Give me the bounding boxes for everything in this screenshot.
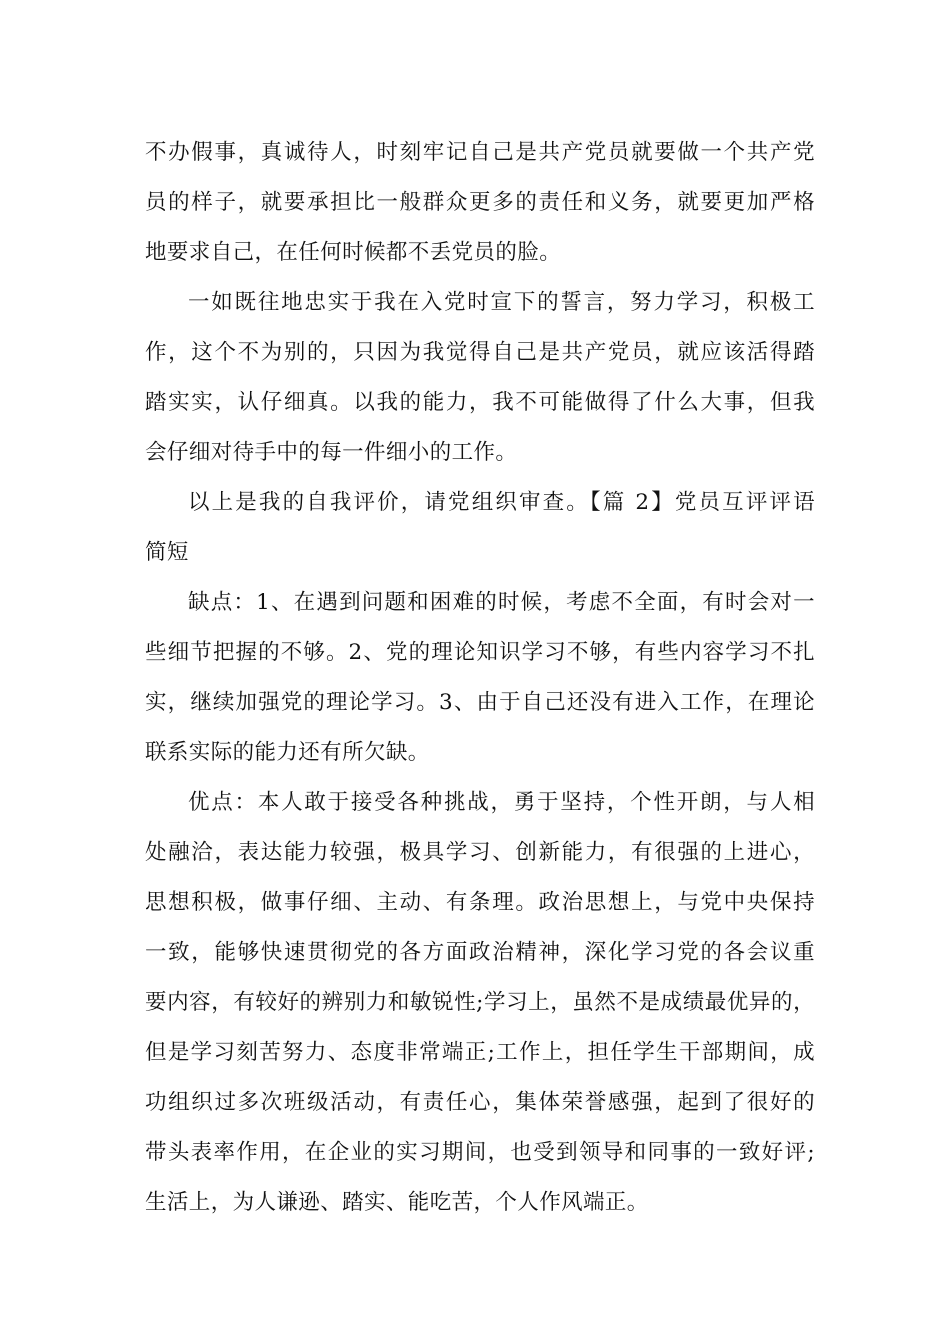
paragraph-first-line: 以上是我的自我评价，请党组织审查。【篇 2】党员互评评语 [188,490,815,515]
text-line: 要内容，有较好的辨别力和敏锐性;学习上，虽然不是成绩最优异的， [145,990,815,1015]
paragraph-first-line: 缺点：1、在遇到问题和困难的时候，考虑不全面，有时会对一 [188,590,815,615]
text-line: 联系实际的能力还有所欠缺。 [145,740,430,765]
paragraph-first-line: 优点：本人敢于接受各种挑战，勇于坚持，个性开朗，与人相 [188,790,815,815]
text-line: 员的样子，就要承担比一般群众更多的责任和义务，就要更加严格 [145,190,815,215]
text-line: 地要求自己，在任何时候都不丢党员的脸。 [145,240,562,265]
text-line: 作，这个不为别的，只因为我觉得自己是共产党员，就应该活得踏 [145,340,815,365]
text-line: 思想积极，做事仔细、主动、有条理。政治思想上，与党中央保持 [145,890,815,915]
text-line: 些细节把握的不够。2、党的理论知识学习不够，有些内容学习不扎 [145,640,815,665]
text-line: 会仔细对待手中的每一件细小的工作。 [145,440,518,465]
text-line: 功组织过多次班级活动，有责任心，集体荣誉感强，起到了很好的 [145,1090,815,1115]
text-line: 不办假事，真诚待人，时刻牢记自己是共产党员就要做一个共产党 [145,140,815,165]
text-line: 生活上，为人谦逊、踏实、能吃苦，个人作风端正。 [145,1190,649,1215]
text-line: 但是学习刻苦努力、态度非常端正;工作上，担任学生干部期间，成 [145,1040,815,1065]
paragraph-first-line: 一如既往地忠实于我在入党时宣下的誓言，努力学习，积极工 [188,290,815,315]
text-line: 实，继续加强党的理论学习。3、由于自己还没有进入工作，在理论 [145,690,815,715]
text-line: 处融洽，表达能力较强，极具学习、创新能力，有很强的上进心， [145,840,815,865]
text-line: 踏实实，认仔细真。以我的能力，我不可能做得了什么大事，但我 [145,390,815,415]
text-line: 带头表率作用，在企业的实习期间，也受到领导和同事的一致好评; [145,1140,815,1165]
text-line: 一致，能够快速贯彻党的各方面政治精神，深化学习党的各会议重 [145,940,815,965]
text-line: 简短 [145,540,189,565]
